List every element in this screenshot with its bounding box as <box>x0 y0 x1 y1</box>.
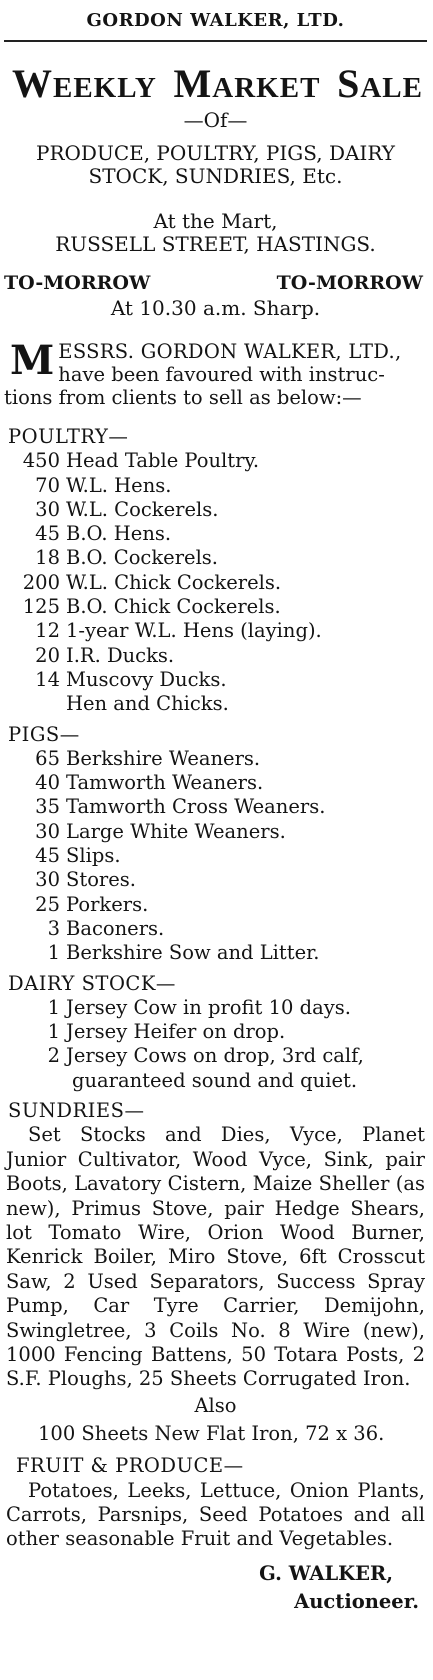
list-item: 40 Tamworth Weaners. <box>35 771 264 795</box>
section-title: FRUIT & PRODUCE— <box>16 1454 244 1478</box>
section-title: POULTRY— <box>8 425 129 448</box>
list-item: 200 W.L. Chick Cockerels. <box>22 570 282 594</box>
sundries-text: Set Stocks and Dies, Vyce, Planet Junior Cultivator, Wood Vyce, Sink, pair Boots, Lavatory Cistern, Maize Sheller (as new), Primus Stove, pair Hedge Shears, lot Tomato Wire, Orion Wood Burner, Kenrick Boiler, Miro Stove, 6ft Crosscut Saw, 2 Used Separators, Success Spray Pump, Car Tyre Carrier, Demijohn, Swingletree, 3 Coils No. 8 Wire (new), 1000 Fencing Battens, 50 Totara Posts, 2 S.F. Ploughs, 25 Sheets Corrugated Iron. <box>6 1123 425 1391</box>
list-item: 14 Muscovy Ducks. <box>35 667 227 691</box>
company-header: GORDON WALKER, LTD. <box>86 10 345 31</box>
list-item: 18 B.O. Cockerels. <box>35 546 219 570</box>
intro-paragraph: M ESSRS. GORDON WALKER, LTD., have been favoured with instruc- tions from clients to sell as below:— <box>4 337 402 409</box>
section-title: SUNDRIES— <box>8 1099 145 1123</box>
section-title: DAIRY STOCK— <box>8 971 176 995</box>
section-title: PIGS— <box>8 722 80 746</box>
list-item: 35 Tamworth Cross Weaners. <box>35 795 326 819</box>
venue: At the Mart, RUSSELL STREET, HASTINGS. <box>55 209 376 256</box>
of-line: —Of— <box>183 108 248 132</box>
title-word-sale: SALE <box>337 61 423 106</box>
list-item: 30 W.L. Cockerels. <box>35 497 219 521</box>
sundries-section <box>4 1099 427 1446</box>
auctioneer-role: Auctioneer. <box>294 1589 419 1613</box>
list-item: 45 B.O. Hens. <box>35 522 172 546</box>
tomorrow-row <box>4 272 427 294</box>
list-item: 20 I.R. Ducks. <box>35 643 175 667</box>
list-item: 3 Baconers. <box>47 916 165 940</box>
list-item: 30 Stores. <box>35 868 137 892</box>
dairy-section <box>4 972 427 1093</box>
list-item: 450 Head Table Poultry. <box>22 449 260 473</box>
list-item: Hen and Chicks. <box>66 692 229 716</box>
flat-iron-item: 100 Sheets New Flat Iron, 72 x 36. <box>38 1422 385 1446</box>
list-item: guaranteed sound and quiet. <box>72 1068 358 1092</box>
list-item: 1 Berkshire Sow and Litter. <box>47 941 320 965</box>
list-item: 45 Slips. <box>35 844 121 868</box>
list-item: 125 B.O. Chick Cockerels. <box>22 595 281 619</box>
sale-time: At 10.30 a.m. Sharp. <box>110 296 321 320</box>
title-word-market: MARKET <box>173 61 321 106</box>
signature <box>4 1560 427 1616</box>
drop-cap: M <box>10 337 55 384</box>
list-item: 2 Jersey Cows on drop, 3rd calf, <box>47 1044 364 1068</box>
list-item: 65 Berkshire Weaners. <box>35 746 261 770</box>
tomorrow-right: TO-MORROW <box>276 272 423 294</box>
poultry-section <box>4 425 427 717</box>
sale-title <box>4 60 427 107</box>
title-word-weekly: WEEKLY <box>12 61 157 106</box>
list-item: 12 1-year W.L. Hens (laying). <box>35 619 322 643</box>
fruit-text: Potatoes, Leeks, Lettuce, Onion Plants, Carrots, Parsnips, Seed Potatoes and all other seasonable Fruit and Vegetables. <box>6 1478 425 1551</box>
tomorrow-left: TO-MORROW <box>4 272 151 294</box>
list-item: 30 Large White Weaners. <box>35 819 286 843</box>
list-item: 70 W.L. Hens. <box>35 473 172 497</box>
list-item: 1 Jersey Cow in profit 10 days. <box>47 995 351 1019</box>
fruit-section <box>4 1454 427 1552</box>
list-item: 25 Porkers. <box>35 892 149 916</box>
list-item: 1 Jersey Heifer on drop. <box>47 1020 286 1044</box>
also-label: Also <box>194 1393 237 1417</box>
pigs-section <box>4 723 427 966</box>
header-rule <box>4 40 427 42</box>
produce-heading: PRODUCE, POULTRY, PIGS, DAIRY STOCK, SUNDRIES, Etc. <box>36 141 395 188</box>
auctioneer-name: G. WALKER, <box>259 1561 393 1585</box>
